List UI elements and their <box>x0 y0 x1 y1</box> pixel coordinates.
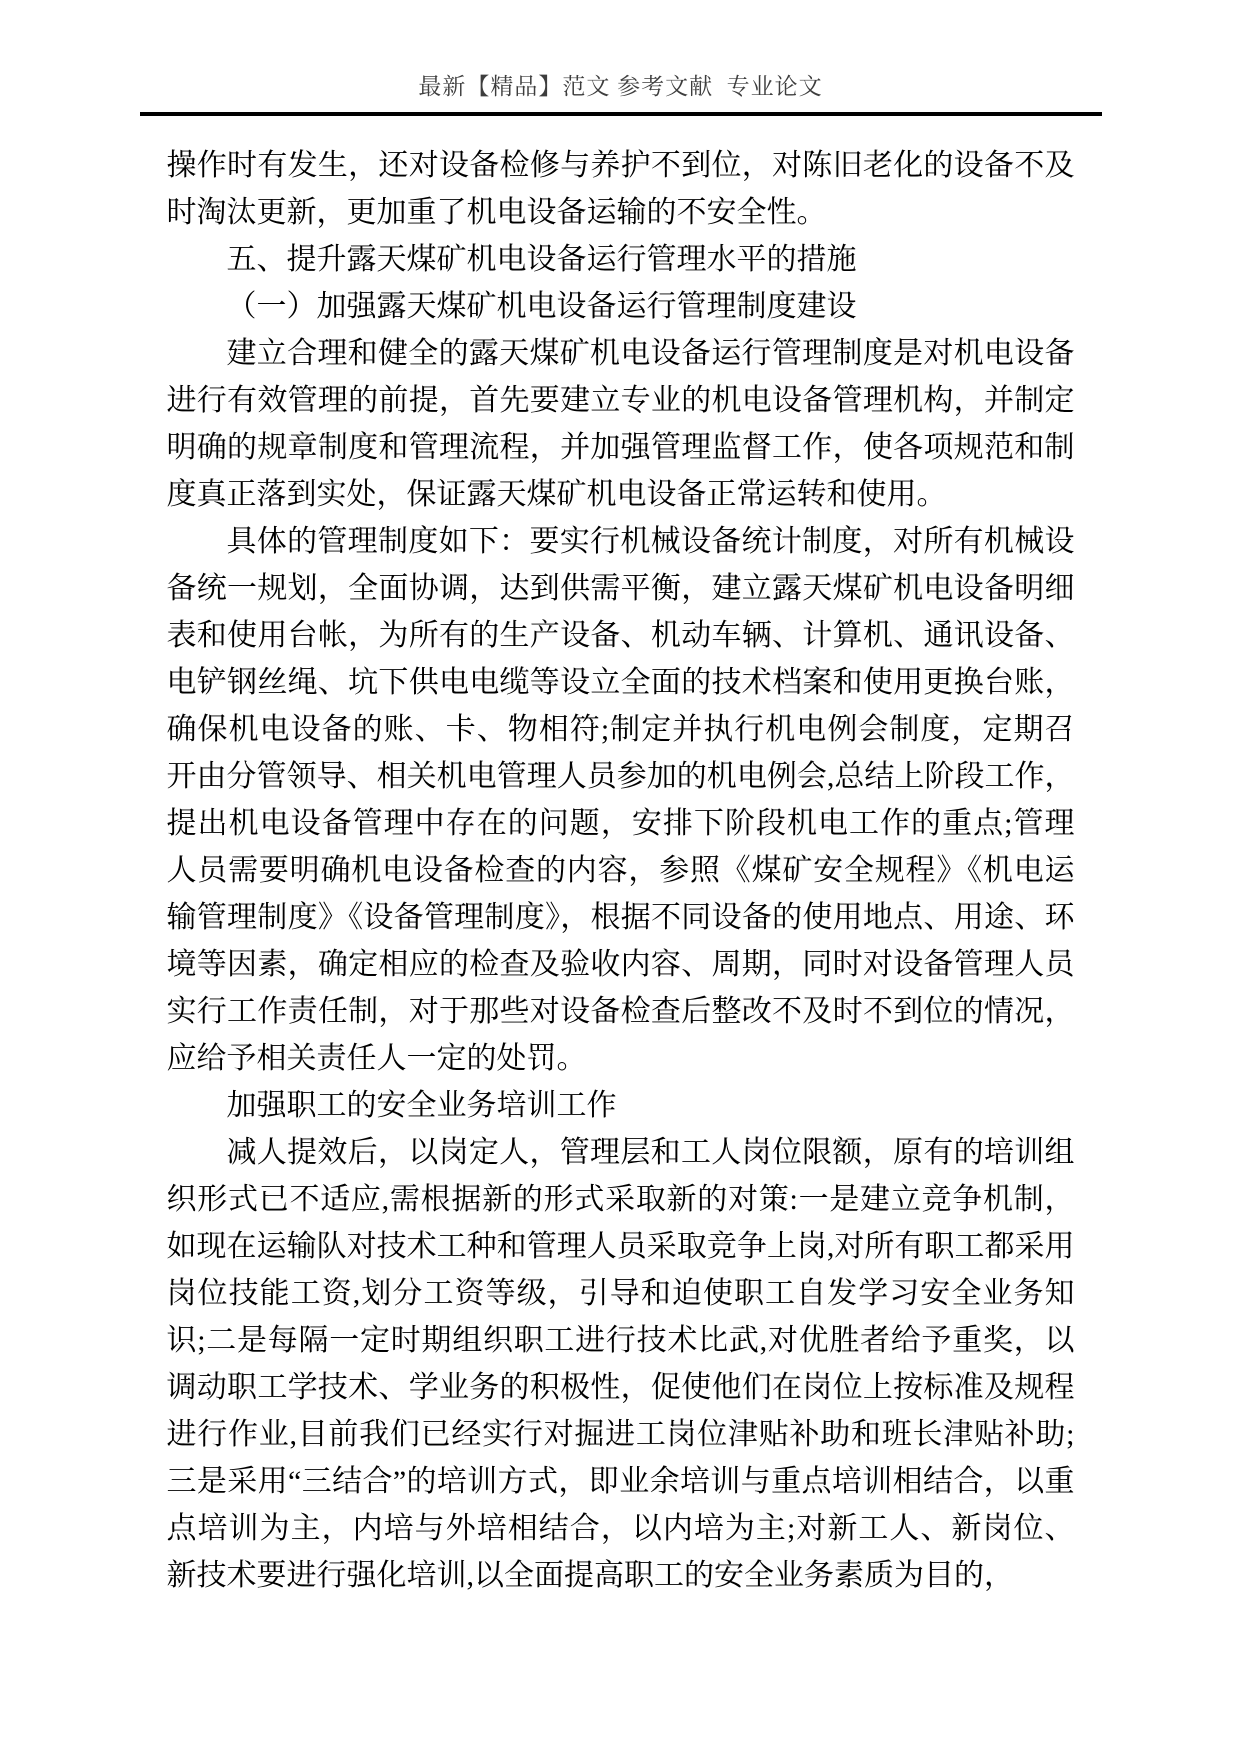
page-header-title: 最新【精品】范文 参考文献 专业论文 <box>418 74 823 99</box>
sub-heading: 加强职工的安全业务培训工作 <box>226 1089 617 1122</box>
sub-heading: （一）加强露天煤矿机电设备运行管理制度建设 <box>226 290 857 323</box>
header-divider <box>140 112 1102 116</box>
paragraph: 操作时有发生，还对设备检修与养护不到位，对陈旧老化的设备不及时淘汰更新，更加重了机电设备运输的不安全性。 <box>166 149 1075 229</box>
paragraph: 建立合理和健全的露天煤矿机电设备运行管理制度是对机电设备进行有效管理的前提，首先要建立专业的机电设备管理机构，并制定明确的规章制度和管理流程，并加强管理监督工作，使各项规范和制度真正落到实处，保证露天煤矿机电设备正常运转和使用。 <box>166 337 1075 511</box>
paragraph: 减人提效后，以岗定人，管理层和工人岗位限额，原有的培训组织形式已不适应,需根据新的形式采取新的对策:一是建立竞争机制，如现在运输队对技术工种和管理人员采取竞争上岗,对所有职工都采用岗位技能工资,划分工资等级，引导和迫使职工自发学习安全业务知识;二是每隔一定时期组织职工进行技术比武,对优胜者给予重奖，以调动职工学技术、学业务的积极性，促使他们在岗位上按标准及规程进行作业,目前我们已经实行对掘进工岗位津贴补助和班长津贴补助;三是采用“三结合”的培训方式，即业余培训与重点培训相结合，以重点培训为主，内培与外培相结合，以内培为主;对新工人、新岗位、新技术要进行强化培训,以全面提高职工的安全业务素质为目的， <box>166 1136 1075 1592</box>
document-body <box>167 142 1075 1599</box>
paragraph: 具体的管理制度如下：要实行机械设备统计制度，对所有机械设备统一规划，全面协调，达到供需平衡，建立露天煤矿机电设备明细表和使用台帐，为所有的生产设备、机动车辆、计算机、通讯设备、电铲钢丝绳、坑下供电电缆等设立全面的技术档案和使用更换台账，确保机电设备的账、卡、物相符;制定并执行机电例会制度，定期召开由分管领导、相关机电管理人员参加的机电例会,总结上阶段工作，提出机电设备管理中存在的问题，安排下阶段机电工作的重点;管理人员需要明确机电设备检查的内容，参照《煤矿安全规程》《机电运输管理制度》《设备管理制度》，根据不同设备的使用地点、用途、环境等因素，确定相应的检查及验收内容、周期，同时对设备管理人员实行工作责任制，对于那些对设备检查后整改不及时不到位的情况，应给予相关责任人一定的处罚。 <box>166 525 1075 1075</box>
section-heading: 五、提升露天煤矿机电设备运行管理水平的措施 <box>226 243 857 276</box>
